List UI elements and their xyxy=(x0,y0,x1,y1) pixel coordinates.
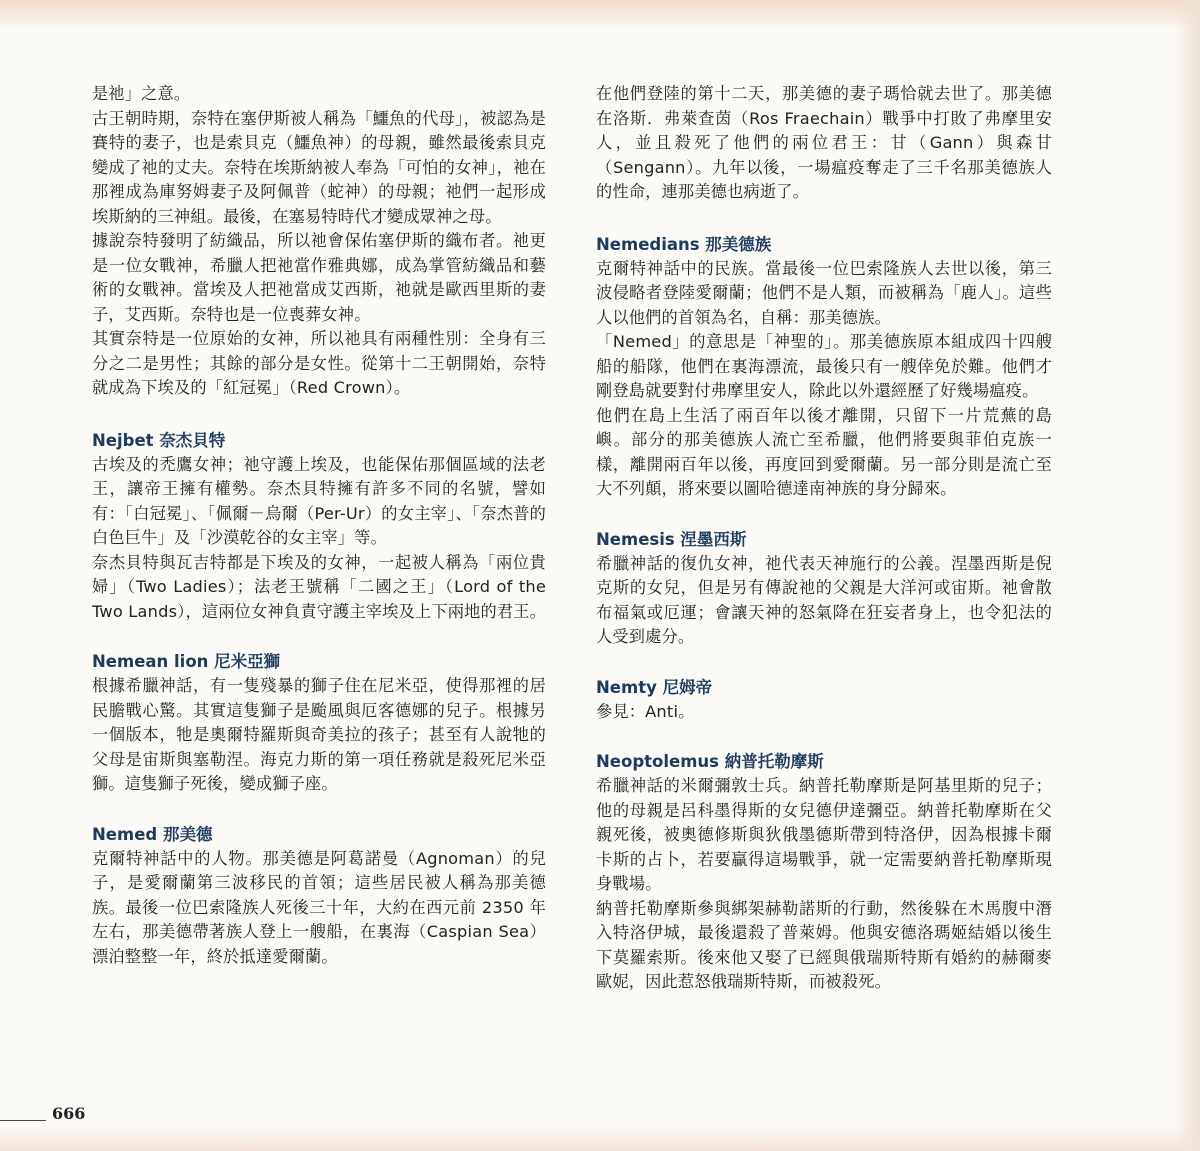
entry-title-nemedians: Nemedians 那美德族 xyxy=(596,234,772,254)
entry-paragraph: 希臘神話的復仇女神，祂代表天神施行的公義。涅墨西斯是倪克斯的女兒，但是另有傳說祂的父親是大洋河或宙斯。祂會散布福氣或厄運；會讓天神的怒氣降在狂妄者身上，也令犯法的人受到處分。 xyxy=(596,553,1052,646)
body-paragraph: 在他們登陸的第十二天，那美德的妻子瑪恰就去世了。那美德在洛斯．弗萊查茵（Ros Fraechain）戰爭中打敗了弗摩里安人，並且殺死了他們的兩位君王：甘（Gann）與森甘（Sengann）。九年以後，一場瘟疫奪走了三千名那美德族人的性命，連那美德也病逝了。 xyxy=(596,84,1052,201)
entry-title-nemty: Nemty 尼姆帝 xyxy=(596,677,713,697)
page-right-edge-shading xyxy=(1174,0,1200,1151)
page-top-shading xyxy=(0,0,1200,30)
entry-title-neoptolemus: Neoptolemus 納普托勒摩斯 xyxy=(596,752,824,771)
body-paragraph: 古王朝時期，奈特在塞伊斯被人稱為「鱷魚的代母」，被認為是賽特的妻子，也是索貝克（鱷魚神）的母親，雖然最後索貝克變成了祂的丈夫。奈特在埃斯納被人奉為「可怕的女神」，祂在那裡成為庫努姆妻子及阿佩普（蛇神）的母親；祂們一起形成埃斯納的三神組。最後，在塞易特時代才變成眾神之母。 xyxy=(92,108,546,226)
body-paragraph: 據說奈特發明了紡織品，所以祂會保佑塞伊斯的織布者。祂更是一位女戰神，希臘人把祂當作雅典娜，成為掌管紡織品和藝術的女戰神。當埃及人把祂當成艾西斯，祂就是歐西里斯的妻子，艾西斯。奈特也是一位喪葬女神。 xyxy=(92,231,546,324)
left-column xyxy=(92,82,546,969)
entry-paragraph: 奈杰貝特與瓦吉特都是下埃及的女神，一起被人稱為「兩位貴婦」（Two Ladies）；法老王號稱「二國之王」（Lord of the Two Lands），這兩位女神負責守護主宰埃及上下兩地的君王。 xyxy=(92,552,547,621)
entry-paragraph: 他們在島上生活了兩百年以後才離開，只留下一片荒蕪的島嶼。部分的那美德族人流亡至希臘，他們將要與菲伯克族一樣，離開兩百年以後，再度回到愛爾蘭。另一部分則是流亡至大不列顛，將來要以圖哈德達南神族的身分歸來。 xyxy=(596,405,1052,498)
entry-title-nemed: Nemed 那美德 xyxy=(92,824,213,844)
page-bottom-shading xyxy=(0,1125,1200,1151)
body-paragraph: 是祂」之意。 xyxy=(92,84,191,103)
entry-paragraph: 希臘神話的米爾彌敦士兵。納普托勒摩斯是阿基里斯的兒子；他的母親是呂科墨得斯的女兒德伊達彌亞。納普托勒摩斯在父親死後，被奧德修斯與狄俄墨德斯帶到特洛伊，因為根據卡爾卡斯的占卜，若要贏得這場戰爭，就一定需要納普托勒摩斯現身戰場。 xyxy=(596,776,1052,893)
entry-paragraph: 「Nemed」的意思是「神聖的」。那美德族原本組成四十四艘船的船隊，他們在裏海漂流，最後只有一艘倖免於難。他們才剛登島就要對付弗摩里安人，除此以外還經歷了好幾場瘟疫。 xyxy=(596,332,1052,400)
entry-title-nejbet: Nejbet 奈杰貝特 xyxy=(92,430,226,450)
entry-paragraph: 克爾特神話中的人物。那美德是阿葛諾曼（Agnoman）的兒子，是愛爾蘭第三波移民的首領；這些居民被人稱為那美德族。最後一位巴索隆族人死後三十年，大約在西元前 2350 年左右，那美德帶著族人登上一艘船，在裏海（Caspian Sea）漂泊整整一年，終於抵達愛爾蘭。 xyxy=(92,848,546,966)
entry-paragraph: 參見：Anti。 xyxy=(596,701,695,721)
body-paragraph: 其實奈特是一位原始的女神，所以祂具有兩種性別：全身有三分之二是男性；其餘的部分是女性。從第十二王朝開始，奈特就成為下埃及的「紅冠冕」（Red Crown）。 xyxy=(92,329,546,397)
entry-title-nemean-lion: Nemean lion 尼米亞獅 xyxy=(92,652,281,671)
entry-paragraph: 克爾特神話中的民族。當最後一位巴索隆族人去世以後，第三波侵略者登陸愛爾蘭；他們不是人類，而被稱為「鹿人」。這些人以他們的首領為名，自稱：那美德族。 xyxy=(596,258,1052,327)
entry-paragraph: 根據希臘神話，有一隻殘暴的獅子住在尼米亞，使得那裡的居民膽戰心驚。其實這隻獅子是颱風與厄客德娜的兒子。根據另一個版本，牠是奧爾特羅斯與奇美拉的孩子；甚至有人說牠的父母是宙斯與塞勒涅。海克力斯的第一項任務就是殺死尼米亞獅。這隻獅子死後，變成獅子座。 xyxy=(92,676,546,793)
page-number-rule xyxy=(0,1120,46,1121)
entry-title-nemesis: Nemesis 涅墨西斯 xyxy=(596,529,747,549)
right-column xyxy=(596,82,1052,995)
entry-paragraph: 納普托勒摩斯參與綁架赫勒諾斯的行動，然後躲在木馬腹中潛入特洛伊城，最後還殺了普萊姆。他與安德洛瑪姬結婚以後生下莫羅索斯。後來他又娶了已經與俄瑞斯特斯有婚約的赫爾麥歐妮，因此惹怒俄瑞斯特斯，而被殺死。 xyxy=(596,898,1052,991)
page-number: 666 xyxy=(52,1104,86,1123)
entry-paragraph: 古埃及的禿鷹女神；祂守護上埃及，也能保佑那個區域的法老王，讓帝王擁有權勢。奈杰貝特擁有許多不同的名號，譬如有：「白冠冕」、「佩爾－烏爾（Per-Ur）的女主宰」、「奈杰普的白色巨牛」及「沙漠乾谷的女主宰」等。 xyxy=(92,454,546,547)
